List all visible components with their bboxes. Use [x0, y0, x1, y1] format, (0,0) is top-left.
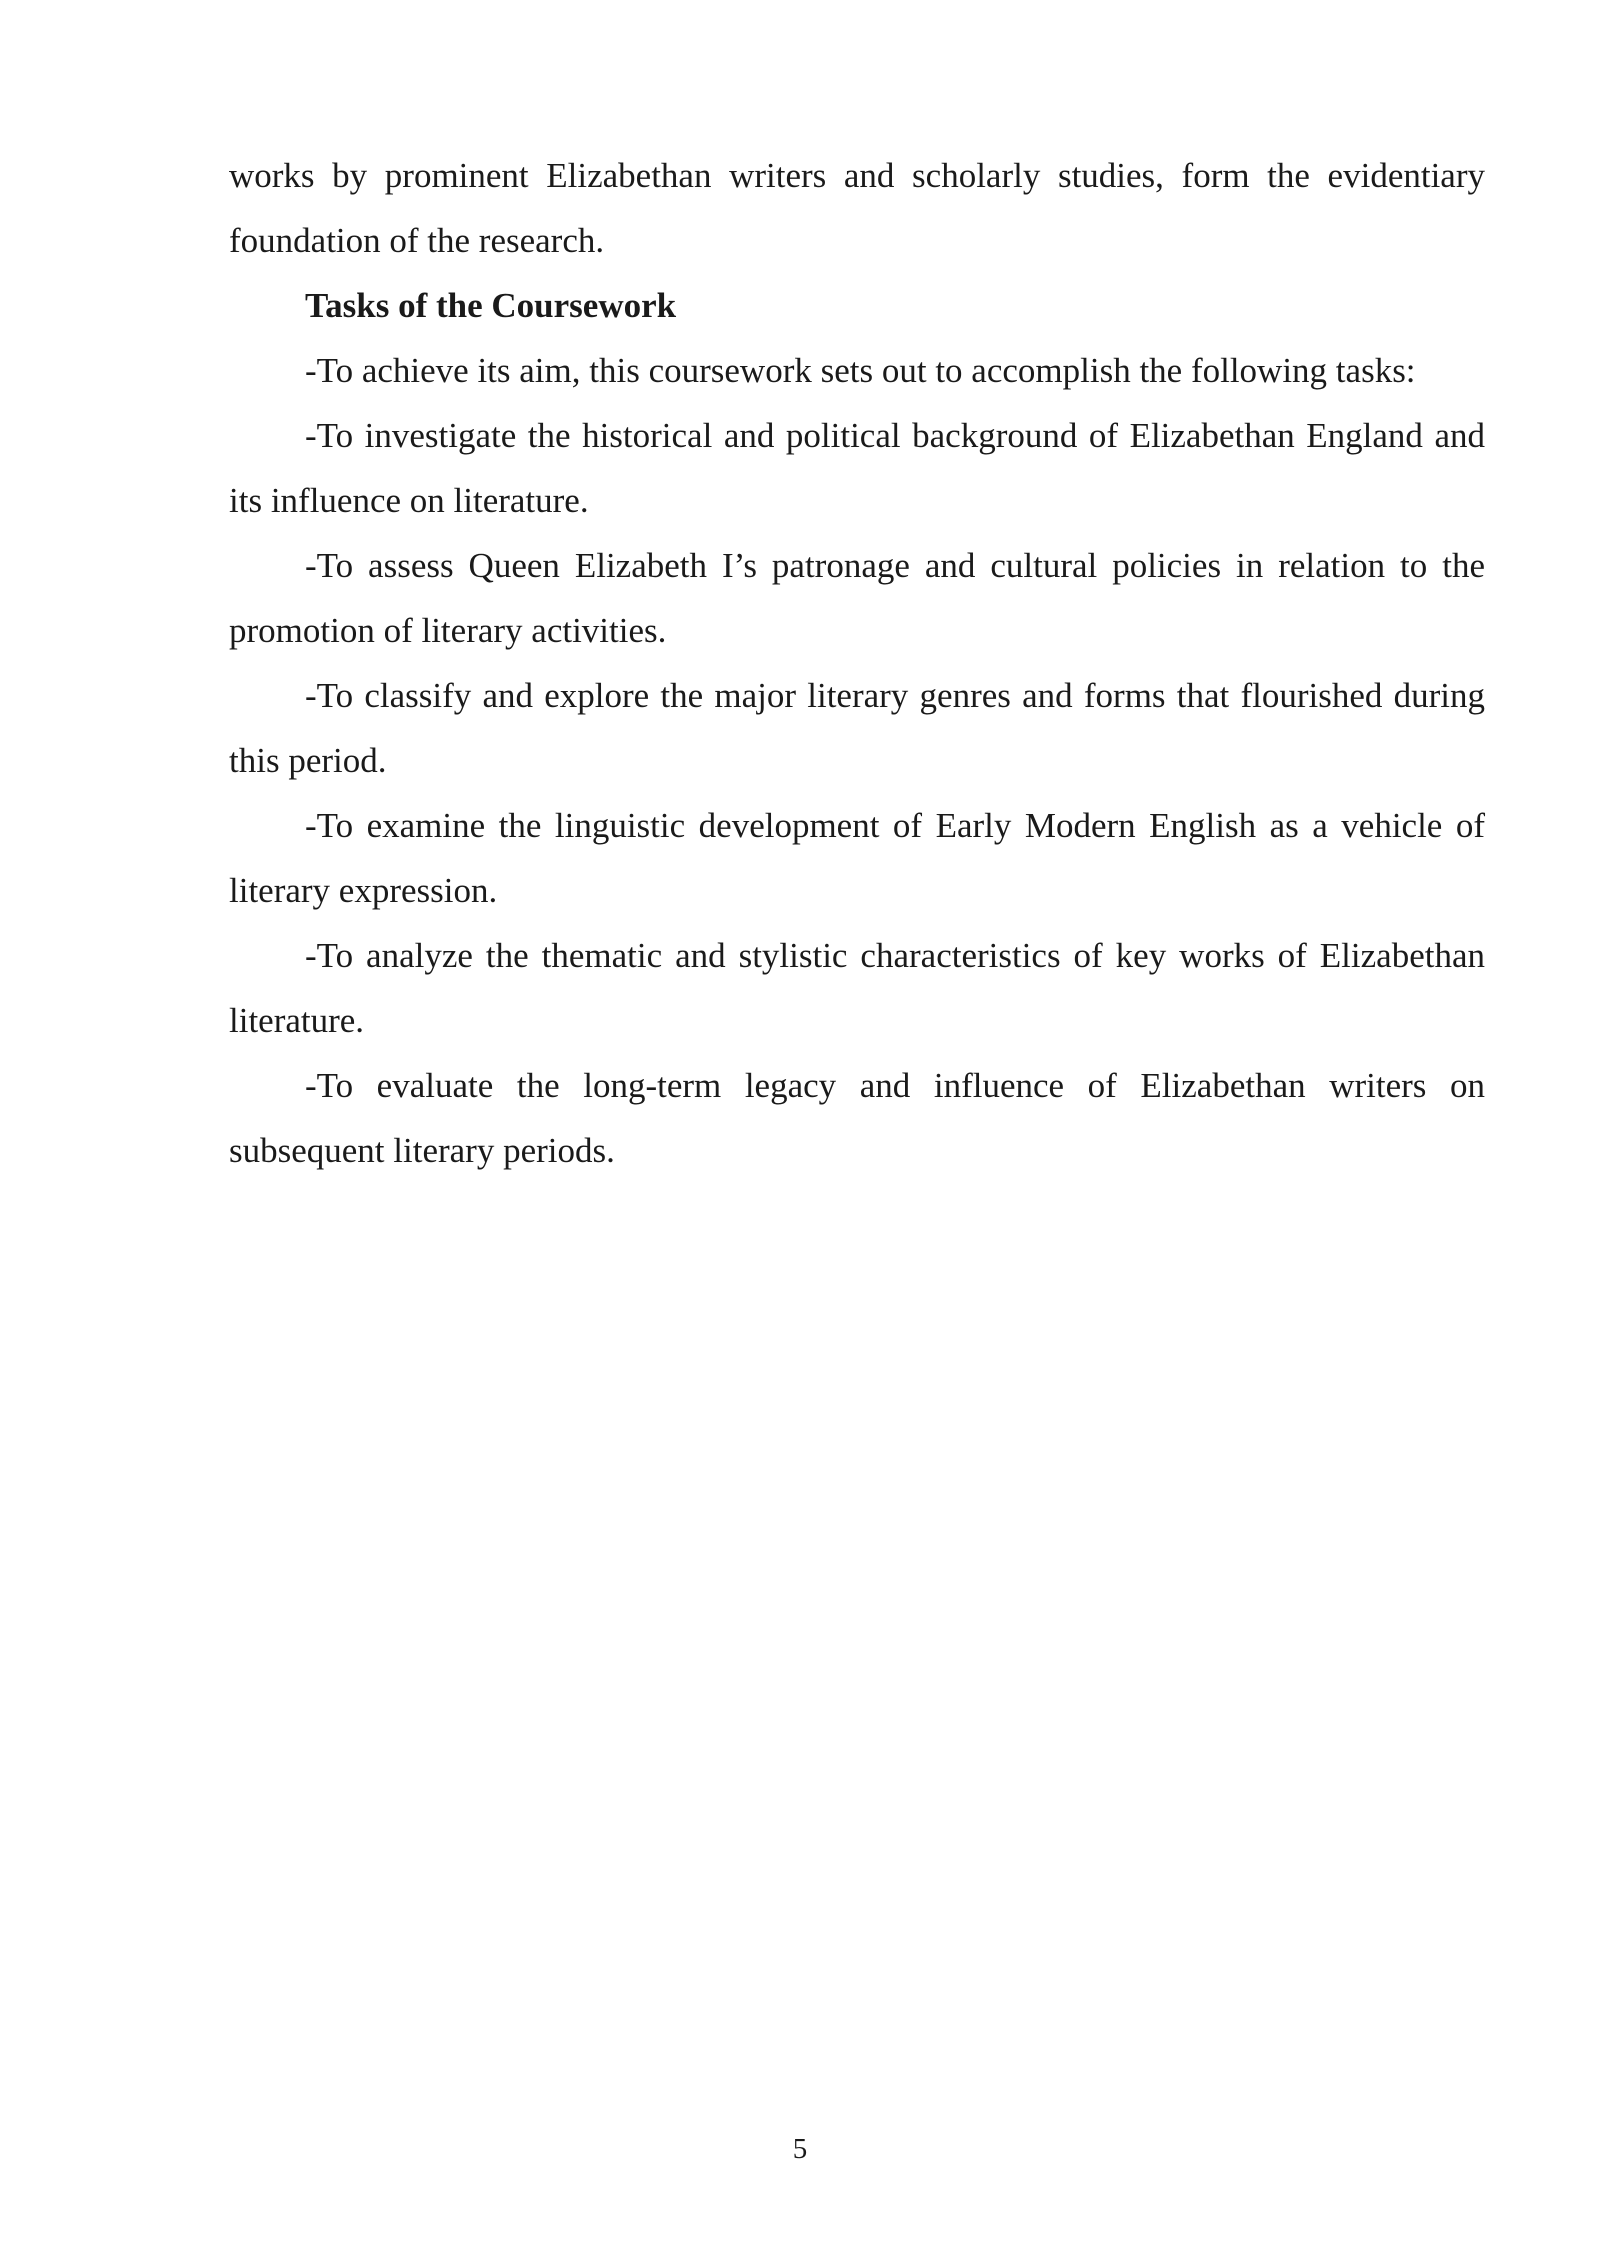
section-heading: Tasks of the Coursework — [305, 286, 677, 325]
page-number: 5 — [792, 2133, 808, 2165]
continuation-paragraph: works by prominent Elizabethan writers and scholarly studies, form the evidentiary foundation of the research. — [229, 156, 1485, 260]
task-paragraph-thematic: -To analyze the thematic and stylistic characteristics of key works of Elizabethan literature. — [229, 936, 1485, 1040]
task-paragraph-legacy: -To evaluate the long-term legacy and influence of Elizabethan writers on subsequent literary periods. — [229, 1066, 1485, 1170]
task-paragraph-linguistic: -To examine the linguistic development of Early Modern English as a vehicle of literary expression. — [229, 806, 1485, 910]
task-paragraph-intro: -To achieve its aim, this coursework sets out to accomplish the following tasks: — [305, 351, 1416, 390]
body-text — [229, 143, 1485, 1183]
task-paragraph-patronage: -To assess Queen Elizabeth I’s patronage and cultural policies in relation to the promotion of literary activities. — [229, 546, 1485, 650]
task-paragraph-genres: -To classify and explore the major literary genres and forms that flourished during this period. — [229, 676, 1485, 780]
task-paragraph-historical: -To investigate the historical and political background of Elizabethan England and its influence on literature. — [229, 416, 1485, 520]
